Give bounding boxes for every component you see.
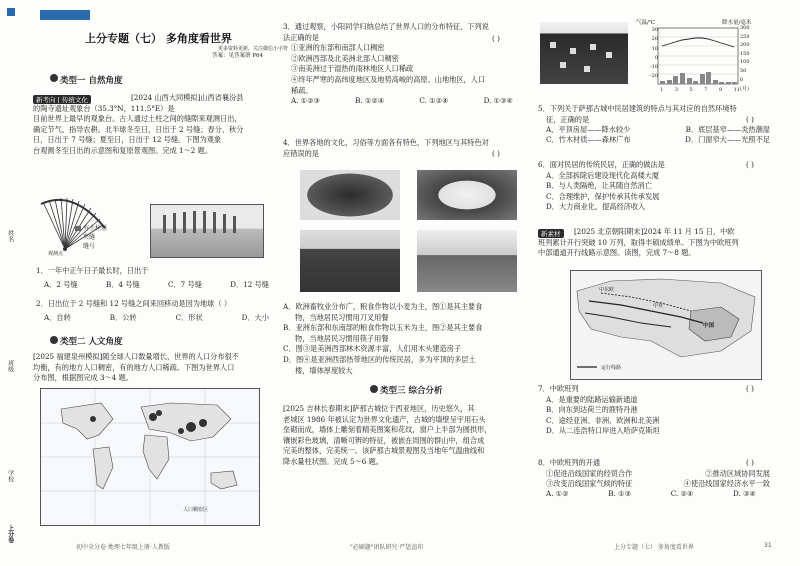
sidebar-school: 学校	[6, 470, 14, 482]
q6-option-b[interactable]: B．与人类隔绝，让其随自然消亡	[546, 181, 652, 191]
q2-option-d[interactable]: D．大小	[241, 313, 269, 322]
legend-gap: 夹缝	[83, 234, 96, 241]
legend-pillar: 夯土柱基	[83, 225, 108, 232]
page-title: 上分专题（七） 多角度看世界	[85, 32, 232, 45]
corner-mark	[7, 8, 15, 16]
q8-option-b[interactable]: B. ①③	[608, 488, 632, 498]
q5-option-d[interactable]: D．门窗窄大——光照不足	[685, 135, 770, 145]
climate-left-label: 气温/℃	[636, 20, 656, 26]
q5-block: 5．下列关于萨那古城中民居建筑的特点与其对应的自然环境特 征，正确的是 A．平顶房屋——降水较少 B．底层基窄——炎热潮湿 C．竹木材质——森林广布 D．门窗窄大——光照不足	[538, 104, 770, 145]
q2-stem: 2．日出位于 2 号缝和 12 号缝之间来回移动是因为地球（ ）	[36, 299, 232, 308]
sanaa-photo	[540, 22, 628, 84]
q5-option-c[interactable]: C．竹木材质——森林广布	[546, 135, 631, 145]
type2-text: [2025 福建泉州模拟]随全球人口数量增长，世界的人口分布很不 均衡，有的地方人口稠密，有的地方人口稀疏。下图为世界人口 分布图，根据图完成 3～4 题。	[33, 352, 239, 383]
map-legend-route: 运行线路	[601, 365, 622, 371]
world-population-map	[40, 388, 260, 526]
q4-block: 4．世界各地的文化，习俗等方面各有特色，下列地区与其特色对 应错误的是	[283, 138, 489, 158]
q3-option-a[interactable]: A. ①②③	[291, 96, 321, 106]
binding-margin	[4, 0, 18, 566]
q3-option-b[interactable]: B. ①②④	[355, 96, 385, 106]
header-note: 更多资料更新，关注微信小字符	[218, 46, 289, 52]
q1-option-d[interactable]: D．12 号缝	[230, 280, 269, 289]
photo-2-rice	[417, 170, 517, 220]
world-map-svg	[41, 389, 259, 525]
q1-options	[44, 280, 269, 290]
diamond-icon	[50, 336, 58, 344]
q8-option-d[interactable]: D. ③④	[733, 488, 756, 498]
q2-option-a[interactable]: A．自转	[44, 313, 71, 322]
q6-option-a[interactable]: A．全部拆除后建设现代化高楼大厦	[546, 170, 660, 180]
q2-options	[44, 313, 269, 323]
photo-1-food	[300, 170, 400, 220]
q1-option-c[interactable]: C．7 号缝	[167, 280, 202, 289]
q7-option-a[interactable]: A．是重要的陆路运输新通道	[546, 394, 638, 404]
photo-4-dwelling	[417, 230, 517, 292]
type1-badge: 新考向 | 传统文化	[33, 95, 91, 104]
q2-option-c[interactable]: C．形状	[175, 313, 203, 322]
map-label-china: 中国	[703, 323, 715, 329]
q3-block: 3．通过观察，小阳同学归纳总结了世界人口的分布特征，下列说 法正确的是 ①亚洲的东部和南部人口稠密 ②欧洲西部及北美洲北部人口稠密 ③南美洲过于湿热的雨林地区人口稀疏 ④终年严寒的高纬度地区及地势高峻的高原、山地地区，人口 稀疏。 A. ①②③ B. ①②④ C. ①②④ D. ①③④	[283, 22, 523, 105]
q1-option-a[interactable]: A．2 号缝	[44, 280, 78, 289]
q4-option-b[interactable]: B．亚洲东部和东南部的粮食作物以玉米为主，图②是其主要食	[283, 323, 483, 333]
climate-chart	[632, 18, 782, 96]
q4-answer-paren: ( )	[492, 149, 500, 158]
q6-option-d[interactable]: D．大力商业化，提高经济收入	[546, 202, 646, 212]
q7-option-b[interactable]: B．向东到达荷兰的鹿特丹港	[546, 405, 638, 415]
map-label-europe: 中东欧	[599, 287, 615, 293]
legend-gapno: 缝号	[83, 243, 96, 250]
sidebar-title: 上分卷	[6, 525, 14, 543]
climate-right-ticks: 300 250 200 150 100 50 0	[740, 25, 750, 83]
q4-option-d[interactable]: D．图④是亚洲西部热带地区的传统民居，多为平顶的多层土	[283, 354, 476, 364]
footer-mid: "必刷题"团队研究·严惩盗印	[350, 544, 424, 551]
q1-stem: 1．一年中正午日子最长时，日出于	[36, 266, 149, 275]
railway-map	[570, 270, 762, 380]
page-number: 31	[764, 542, 772, 549]
q3-stem-2: 法正确的是	[283, 32, 319, 42]
photo-3-wood-house	[300, 230, 400, 292]
q5-option-a[interactable]: A．平顶房屋——降水较少	[546, 125, 631, 135]
type1-text: [2024 山西大同模拟]山西省襄汾县 的陶寺遗址观象台（35.3°N，111.5°E）是 目前世界上最早的观象台。古人通过土柱之间的缝隙来观测日出， 确定节气、指导农耕。北半球冬至日，日出于 2 号缝；春分、秋分 日，日出于 7 号缝；夏至日，日出于 12 号缝。下图为观象 台观测冬至日出的示意图和复原景观图。完成 1～2 题。	[33, 93, 244, 155]
q7-option-c[interactable]: C．途经亚洲、非洲、欧洲和北美洲	[546, 415, 660, 425]
q6-answer-paren: ( )	[746, 160, 754, 169]
diamond-icon	[370, 385, 378, 393]
q4-option-a[interactable]: A．欧洲畜牧业分布广，粮食作物以小麦为主，图①是其主要食	[283, 302, 483, 311]
diamond-icon	[50, 74, 58, 82]
answer-note: 答案：见答案册 P64	[212, 53, 263, 59]
q8-answer-paren: ( )	[746, 458, 754, 467]
q1-option-b[interactable]: B．4 号缝	[105, 280, 140, 289]
climate-right-label: 降水量/毫米	[722, 20, 752, 26]
q5-option-b[interactable]: B．底层基窄——炎热潮湿	[685, 125, 770, 135]
legend-swatch-pillar	[75, 226, 81, 231]
footer-left: 初中全分卷·地理七年级上册·人教版	[76, 544, 170, 551]
map-label-central-asia: 中亚	[653, 303, 664, 309]
header-tag	[40, 10, 90, 20]
sidebar-name: 姓名	[6, 230, 14, 242]
climate-x-ticks: 1 3 5 7 9 11	[660, 87, 740, 93]
q3-stem-1: 3．通过观察，小阳同学归纳总结了世界人口的分布特征，下列说	[283, 22, 489, 31]
sidebar-class: 班级	[6, 360, 14, 372]
q8-option-c[interactable]: C. ②④	[670, 488, 694, 498]
type1-heading: 类型一 自然角度	[60, 76, 123, 86]
q3-answer-paren: ( )	[492, 34, 500, 43]
q6-block: 6．面对民居的传统民居，正确的做法是 A．全部拆除后建设现代化高楼大厦 B．与人类隔绝，让其随自然消亡 C．合理维护，保护传承其传承发展 D．大力商业化，提高经济收入	[538, 160, 778, 213]
q2-option-b[interactable]: B．公转	[109, 313, 137, 322]
type3-heading: 类型三 综合分析	[380, 386, 443, 396]
q4-option-c[interactable]: C．图③是美洲西部林木资源丰富，人们用木头建造房子	[283, 344, 462, 354]
q7-block: 7．中欧班列 A．是重要的陆路运输新通道 B．向东到达荷兰的鹿特丹港 C．途经亚洲、非洲、欧洲和北美洲 D．从二连浩特口岸进入哈萨克斯坦	[538, 384, 778, 437]
q6-option-c[interactable]: C．合理维护，保护传承其传承发展	[546, 191, 660, 201]
q8-block: 8．中欧班列的开通 ①促进沿线国家的经贸合作 ②推动区域协同发展 ③改变沿线国家气候的特征 ④使沿线国家经济水平一致 A. ①② B. ①③ C. ②④ D. ③④	[538, 458, 770, 498]
footer-right: 上分专题（七） 多角度看世界	[614, 544, 694, 551]
climate-left-ticks: 30 20 10 0 -10 -20	[649, 27, 658, 80]
observer-label: 观测点	[48, 251, 64, 257]
type2-heading: 类型二 人文角度	[60, 337, 123, 347]
q3-option-d[interactable]: D. ①③④	[483, 96, 513, 106]
map-legend: 人口稠密区	[183, 507, 209, 513]
q7-answer-paren: ( )	[746, 384, 754, 393]
q3-option-c[interactable]: C. ①②④	[419, 96, 449, 106]
observatory-photo	[150, 204, 264, 258]
type4-text: [2025 北京朝阳期末]2024 年 11 月 15 日，中欧 班列累计开行突破 10 万列，取得丰硕成绩单。下图为中欧班列 中部通道开行线路示意图。读图，完成 7～8 题。	[538, 227, 739, 258]
type4-badge: 新素材	[538, 229, 564, 238]
q8-option-a[interactable]: A. ①②	[546, 488, 569, 498]
q7-option-d[interactable]: D．从二连浩特口岸进入哈萨克斯坦	[546, 426, 660, 436]
climate-x-label: (月)	[740, 86, 749, 92]
q4-options: A．欧洲畜牧业分布广，粮食作物以小麦为主，图①是其主要食 物，当地居民习惯用刀叉用餐 B．亚洲东部和东南部的粮食作物以玉米为主，图②是其主要食 物，当地居民习惯用筷子用餐 C．图③是美洲西部林木资源丰富，人们用木头建造房子 D．图④是亚洲西部热带地区的传统民居，多为平顶的多层土 楼，墙体厚度较大	[283, 302, 523, 376]
q5-answer-paren: ( )	[746, 115, 754, 124]
type3-text: [2025 吉林长春期末]萨那古城位于西亚地区，历史悠久，其 老城区 1986 年被认定为世界文化遗产，古城的墙壁呈宇用石头 垒砌而成，墙体上雕刻着精美图案和花纹，窗户上半部为圆拱形， 镶嵌彩色玻璃，清晰可辨的特征，被嵌在周围的群山中，组合成 完美的整体，完美统一。该萨那古城景观图及当地年气温曲线和 降水量柱状图。完成 5～6 题。	[283, 404, 492, 466]
